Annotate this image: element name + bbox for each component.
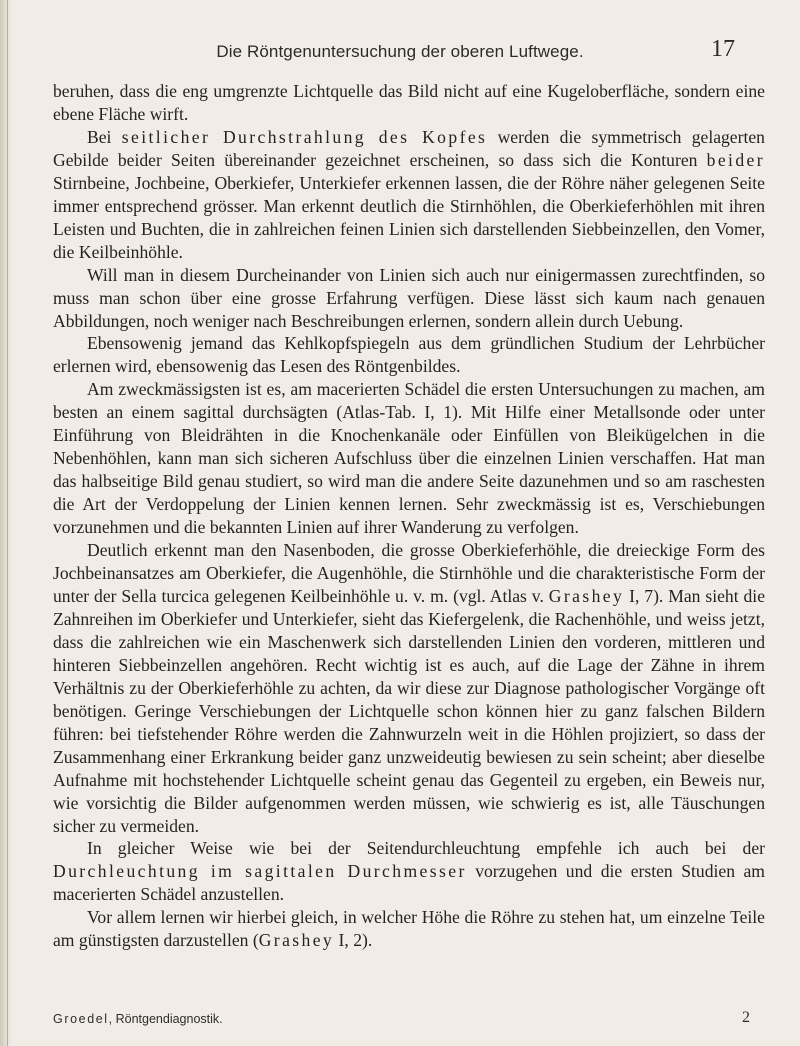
paragraph-2 [53, 126, 765, 264]
paragraph-6-emphasis: Grashey [548, 585, 625, 606]
footer-title: , Röntgendiagnostik. [108, 1012, 223, 1026]
paragraph-2-text: Bei [87, 126, 122, 147]
paragraph-6-text: Deutlich erkennt man den Nasenboden, die grosse Oberkieferhöhle, die dreieckige Form des Jochbeinansatzes am Oberkiefer, die Augenhöhle, die Stirnhöhle und die charakteristische Form der unter der Sella turcica gelegenen Keilbeinhöhle u. v. m. (vgl. Atlas v. [53, 540, 765, 606]
signature-number: 2 [742, 1009, 750, 1026]
paragraph-2-emphasis: seitlicher Durchstrahlung des Kopfes [121, 126, 488, 147]
paragraph-2-text: werden die symmetrisch gelagerten Gebilde beider Seiten übereinander gezeichnet erscheinen, so dass sich die Konturen [53, 126, 765, 170]
paragraph-8-emphasis: Grashey [258, 930, 335, 951]
page-footer [53, 1009, 765, 1034]
paragraph-6-text: I, 7). Man sieht die Zahnreihen im Oberkiefer und Unterkiefer, sieht das Kiefergelenk, die Rachenhöhle, und weiss jetzt, dass die zahlreichen wie ein Maschenwerk sich darstellenden Linien den vorderen, mittleren und hinteren Siebbeinzellen angehören. Recht wichtig ist es auch, auf die Lage der Zähne in ihrem Verhältnis zu der Oberkieferhöhle zu achten, da wir diese zur Diagnose pathologischer Vorgänge oft benötigen. Geringe Verschiebungen der Lichtquelle schon können hier zu ganz falschen Bildern führen: bei tiefstehender Röhre werden die Zahnwurzeln weit in die Höhlen projiziert, so dass der Zusammenhang einer Erkrankung beider ganz unzweideutig bewiesen zu sein scheint; aber dieselbe Aufnahme mit hochstehender Lichtquelle scheint genau das Gegenteil zu ergeben, ein Beweis nur, wie vorsichtig die Bilder aufgenommen werden müssen, wie schwierig es ist, alle Täuschungen sicher zu vermeiden. [53, 585, 766, 836]
page-spine-shadow [0, 0, 12, 1046]
paragraph-7-emphasis: Durchleuchtung im sagittalen Durchmesser [53, 861, 467, 882]
body-text [53, 80, 765, 952]
page-number: 17 [711, 36, 735, 62]
footer-author: Groedel [53, 1012, 109, 1026]
paragraph-7 [53, 837, 765, 906]
paragraph-5: Am zweckmässigsten ist es, am macerierten Schädel die ersten Untersuchungen zu machen, am besten an einem sagittal durchsägten (Atlas-Tab. I, 1). Mit Hilfe einer Metallsonde oder unter Einführung von Bleidrähten in die Knochenkanäle oder Einfüllen von Bleikügelchen in die Nebenhöhlen, kann man sich sicheren Aufschluss über die einzelnen Linien verschaffen. Hat man das halbseitige Bild genau studiert, so wird man die andere Seite dazunehmen und so am raschesten die Art der Verdoppelung der Linien kennen lernen. Sehr zweckmässig ist es, Verschiebungen vorzunehmen und die bekannten Linien auf ihrer Wanderung zu verfolgen. [53, 379, 765, 538]
paragraph-8-text: Vor allem lernen wir hierbei gleich, in welcher Höhe die Röhre zu stehen hat, um einzelne Teile am günstigsten darzustellen ( [53, 907, 765, 951]
paragraph-7-text: vorzugehen und die ersten Studien am macerierten Schädel anzustellen. [53, 861, 765, 905]
paragraph-6 [53, 539, 765, 837]
paragraph-8 [53, 906, 765, 952]
paragraph-2-emphasis: beider [706, 149, 765, 170]
paragraph-7-text: In gleicher Weise wie bei der Seitendurchleuchtung empfehle ich auch bei der [87, 838, 765, 859]
paragraph-3: Will man in diesem Durcheinander von Linien sich auch nur einigermassen zurechtfinden, so muss man schon über eine grosse Erfahrung verfügen. Diese lässt sich kaum nach genauen Abbildungen, noch weniger nach Beschreibungen erlernen, sondern allein durch Uebung. [53, 264, 765, 331]
paragraph-2-text: Stirnbeine, Jochbeine, Oberkiefer, Unterkiefer erkennen lassen, die der Röhre näher gelegenen Seite immer entsprechend grösser. Man erkennt deutlich die Stirnhöhlen, die Oberkieferhöhlen mit ihren Leisten und Buchten, die in zahlreichen feinen Linien sich darstellenden Siebbeinzellen, den Vomer, die Keilbeinhöhle. [53, 172, 765, 262]
signature-line [53, 1012, 223, 1026]
paragraph-4: Ebensowenig jemand das Kehlkopfspiegeln aus dem gründlichen Studium der Lehrbücher erlernen wird, ebensowenig das Lesen des Röntgenbildes. [53, 333, 765, 377]
paragraph-1: beruhen, dass die eng umgrenzte Lichtquelle das Bild nicht auf eine Kugeloberfläche, sondern eine ebene Fläche wirft. [53, 81, 765, 124]
page-header [0, 36, 800, 76]
paragraph-8-text: I, 2). [334, 930, 373, 951]
running-head: Die Röntgenuntersuchung der oberen Luftwege. [216, 42, 584, 61]
page-spine-edge [7, 0, 8, 1046]
